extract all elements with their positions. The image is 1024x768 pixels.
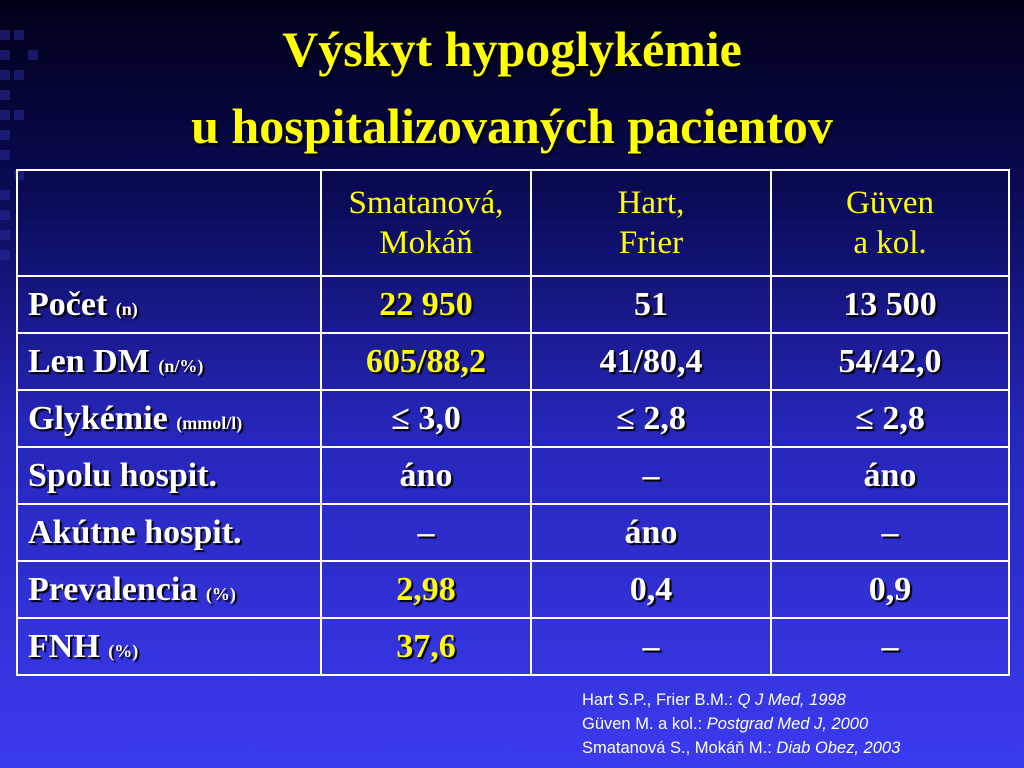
reference-item (582, 736, 900, 760)
table-cell: 605/88,2 (321, 333, 531, 390)
table-row-akutne-hospit (17, 504, 1009, 561)
row-unit: (n/%) (158, 355, 204, 376)
header-col-line2: Frier (618, 225, 684, 261)
reference-source: Postgrad Med J, 2000 (706, 715, 869, 733)
table-cell: 13 500 (771, 276, 1009, 333)
table-cell: 54/42,0 (771, 333, 1009, 390)
table-cell: ≤ 3,0 (321, 390, 531, 447)
page-title-line1: Výskyt hypoglykémie (282, 21, 742, 77)
reference-source: Q J Med, 1998 (737, 691, 846, 709)
table-cell: ≤ 2,8 (531, 390, 771, 447)
table-row-pocet (17, 276, 1009, 333)
table-row-glykemie (17, 390, 1009, 447)
table-cell: – (771, 618, 1009, 675)
table-row-len-dm (17, 333, 1009, 390)
reference-source: Diab Obez, 2003 (776, 739, 901, 757)
row-label (17, 333, 321, 390)
row-label (17, 390, 321, 447)
row-label-text: FNH (28, 627, 100, 665)
table-row-prevalencia (17, 561, 1009, 618)
table-cell: 37,6 (321, 618, 531, 675)
table-cell: – (321, 504, 531, 561)
row-label-text: Spolu hospit. (28, 456, 217, 494)
header-col-line2: Mokáň (379, 225, 473, 261)
header-empty-cell (17, 170, 321, 276)
table-cell: 0,4 (531, 561, 771, 618)
table-row-spolu-hospit (17, 447, 1009, 504)
page-title-line2: u hospitalizovaných pacientov (191, 98, 833, 154)
reference-item (582, 688, 900, 712)
reference-authors: Hart S.P., Frier B.M.: (582, 691, 738, 709)
table-cell: 0,9 (771, 561, 1009, 618)
header-col-smatanova (321, 170, 531, 276)
table-header-row (17, 170, 1009, 276)
table-cell: 41/80,4 (531, 333, 771, 390)
header-col-line2: a kol. (853, 225, 927, 261)
table-cell: 22 950 (321, 276, 531, 333)
reference-item (582, 712, 900, 736)
table-cell: áno (321, 447, 531, 504)
row-label (17, 447, 321, 504)
data-table (16, 169, 1010, 676)
table-cell: áno (531, 504, 771, 561)
row-unit: (n) (115, 298, 138, 319)
row-label-text: Prevalencia (28, 570, 198, 608)
table-row-fnh (17, 618, 1009, 675)
header-col-line1: Smatanová, (348, 185, 504, 221)
table-cell: 2,98 (321, 561, 531, 618)
table-cell: – (771, 504, 1009, 561)
header-col-guven (771, 170, 1009, 276)
table-cell: áno (771, 447, 1009, 504)
row-unit: (mmol/l) (176, 412, 243, 433)
row-unit: (%) (108, 640, 139, 661)
header-col-line1: Hart, (617, 185, 685, 221)
row-label-text: Glykémie (28, 399, 168, 437)
reference-authors: Smatanová S., Mokáň M.: (582, 739, 777, 757)
reference-authors: Güven M. a kol.: (582, 715, 707, 733)
row-label-text: Len DM (28, 342, 150, 380)
row-label (17, 276, 321, 333)
row-label (17, 618, 321, 675)
table-cell: ≤ 2,8 (771, 390, 1009, 447)
row-label (17, 561, 321, 618)
header-col-line1: Güven (846, 185, 934, 221)
header-col-hart (531, 170, 771, 276)
row-label-text: Akútne hospit. (28, 513, 242, 551)
row-unit: (%) (205, 583, 236, 604)
table-cell: – (531, 618, 771, 675)
references (582, 688, 900, 760)
row-label-text: Počet (28, 285, 108, 323)
row-label (17, 504, 321, 561)
table-cell: 51 (531, 276, 771, 333)
table-cell: – (531, 447, 771, 504)
